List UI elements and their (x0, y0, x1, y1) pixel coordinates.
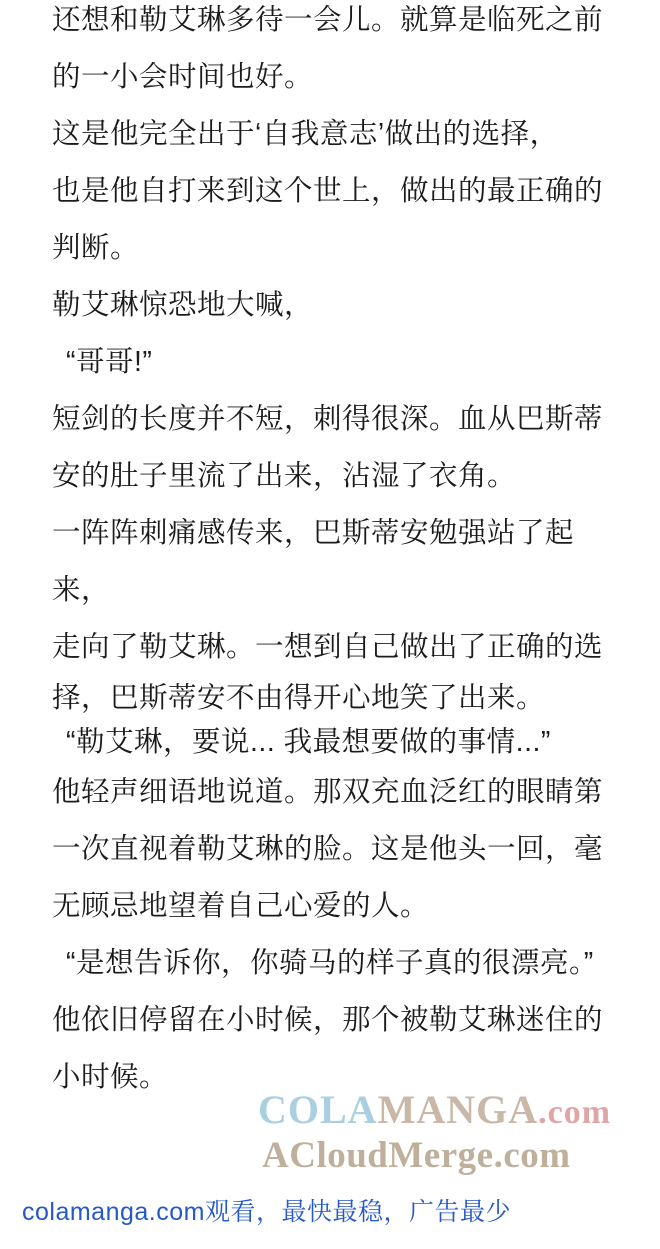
paragraph: 判断。 (52, 232, 140, 264)
paragraph: 勒艾琳惊恐地大喊， (52, 289, 314, 321)
watermark-cola: COLA (258, 1087, 378, 1132)
watermark-com: .com (538, 1094, 612, 1131)
footer-promo-text: colamanga.com观看，最快最稳，广告最少 (22, 1198, 511, 1226)
chapter-text (52, 0, 622, 1106)
paragraph: 的一小会时间也好。 (52, 61, 314, 93)
paragraph: 还想和勒艾琳多待一会儿。就算是临死之前 (52, 4, 604, 36)
paragraph: 小时候。 (52, 1061, 169, 1093)
paragraph: 他轻声细语地说道。那双充血泛红的眼睛第 (52, 776, 604, 808)
paragraph: 一阵阵刺痛感传来，巴斯蒂安勉强站了起来， (52, 517, 575, 606)
paragraph: 他依旧停留在小时候，那个被勒艾琳迷住的 (52, 1004, 604, 1036)
paragraph: 安的肚子里流了出来，沾湿了衣角。 (52, 460, 517, 492)
paragraph: 走向了勒艾琳。一想到自己做出了正确的选 (52, 631, 604, 663)
paragraph: 短剑的长度并不短，刺得很深。血从巴斯蒂 (52, 403, 604, 435)
watermark-manga: MANGA (377, 1087, 539, 1132)
paragraph: 这是他完全出于‘自我意志’做出的选择， (52, 118, 559, 150)
paragraph: “哥哥!” (66, 346, 153, 378)
paragraph: “是想告诉你，你骑马的样子真的很漂亮。” (66, 947, 594, 979)
paragraph: 也是他自打来到这个世上，做出的最正确的 (52, 175, 604, 207)
paragraph: 择，巴斯蒂安不由得开心地笑了出来。 (52, 682, 546, 714)
paragraph: 一次直视着勒艾琳的脸。这是他头一回，毫 (52, 833, 604, 865)
paragraph: 无顾忌地望着自己心爱的人。 (52, 890, 430, 922)
watermark-line-2: ACloudMerge.com (262, 1135, 571, 1176)
paragraph: “勒艾琳，要说... 我最想要做的事情...” (66, 726, 551, 758)
